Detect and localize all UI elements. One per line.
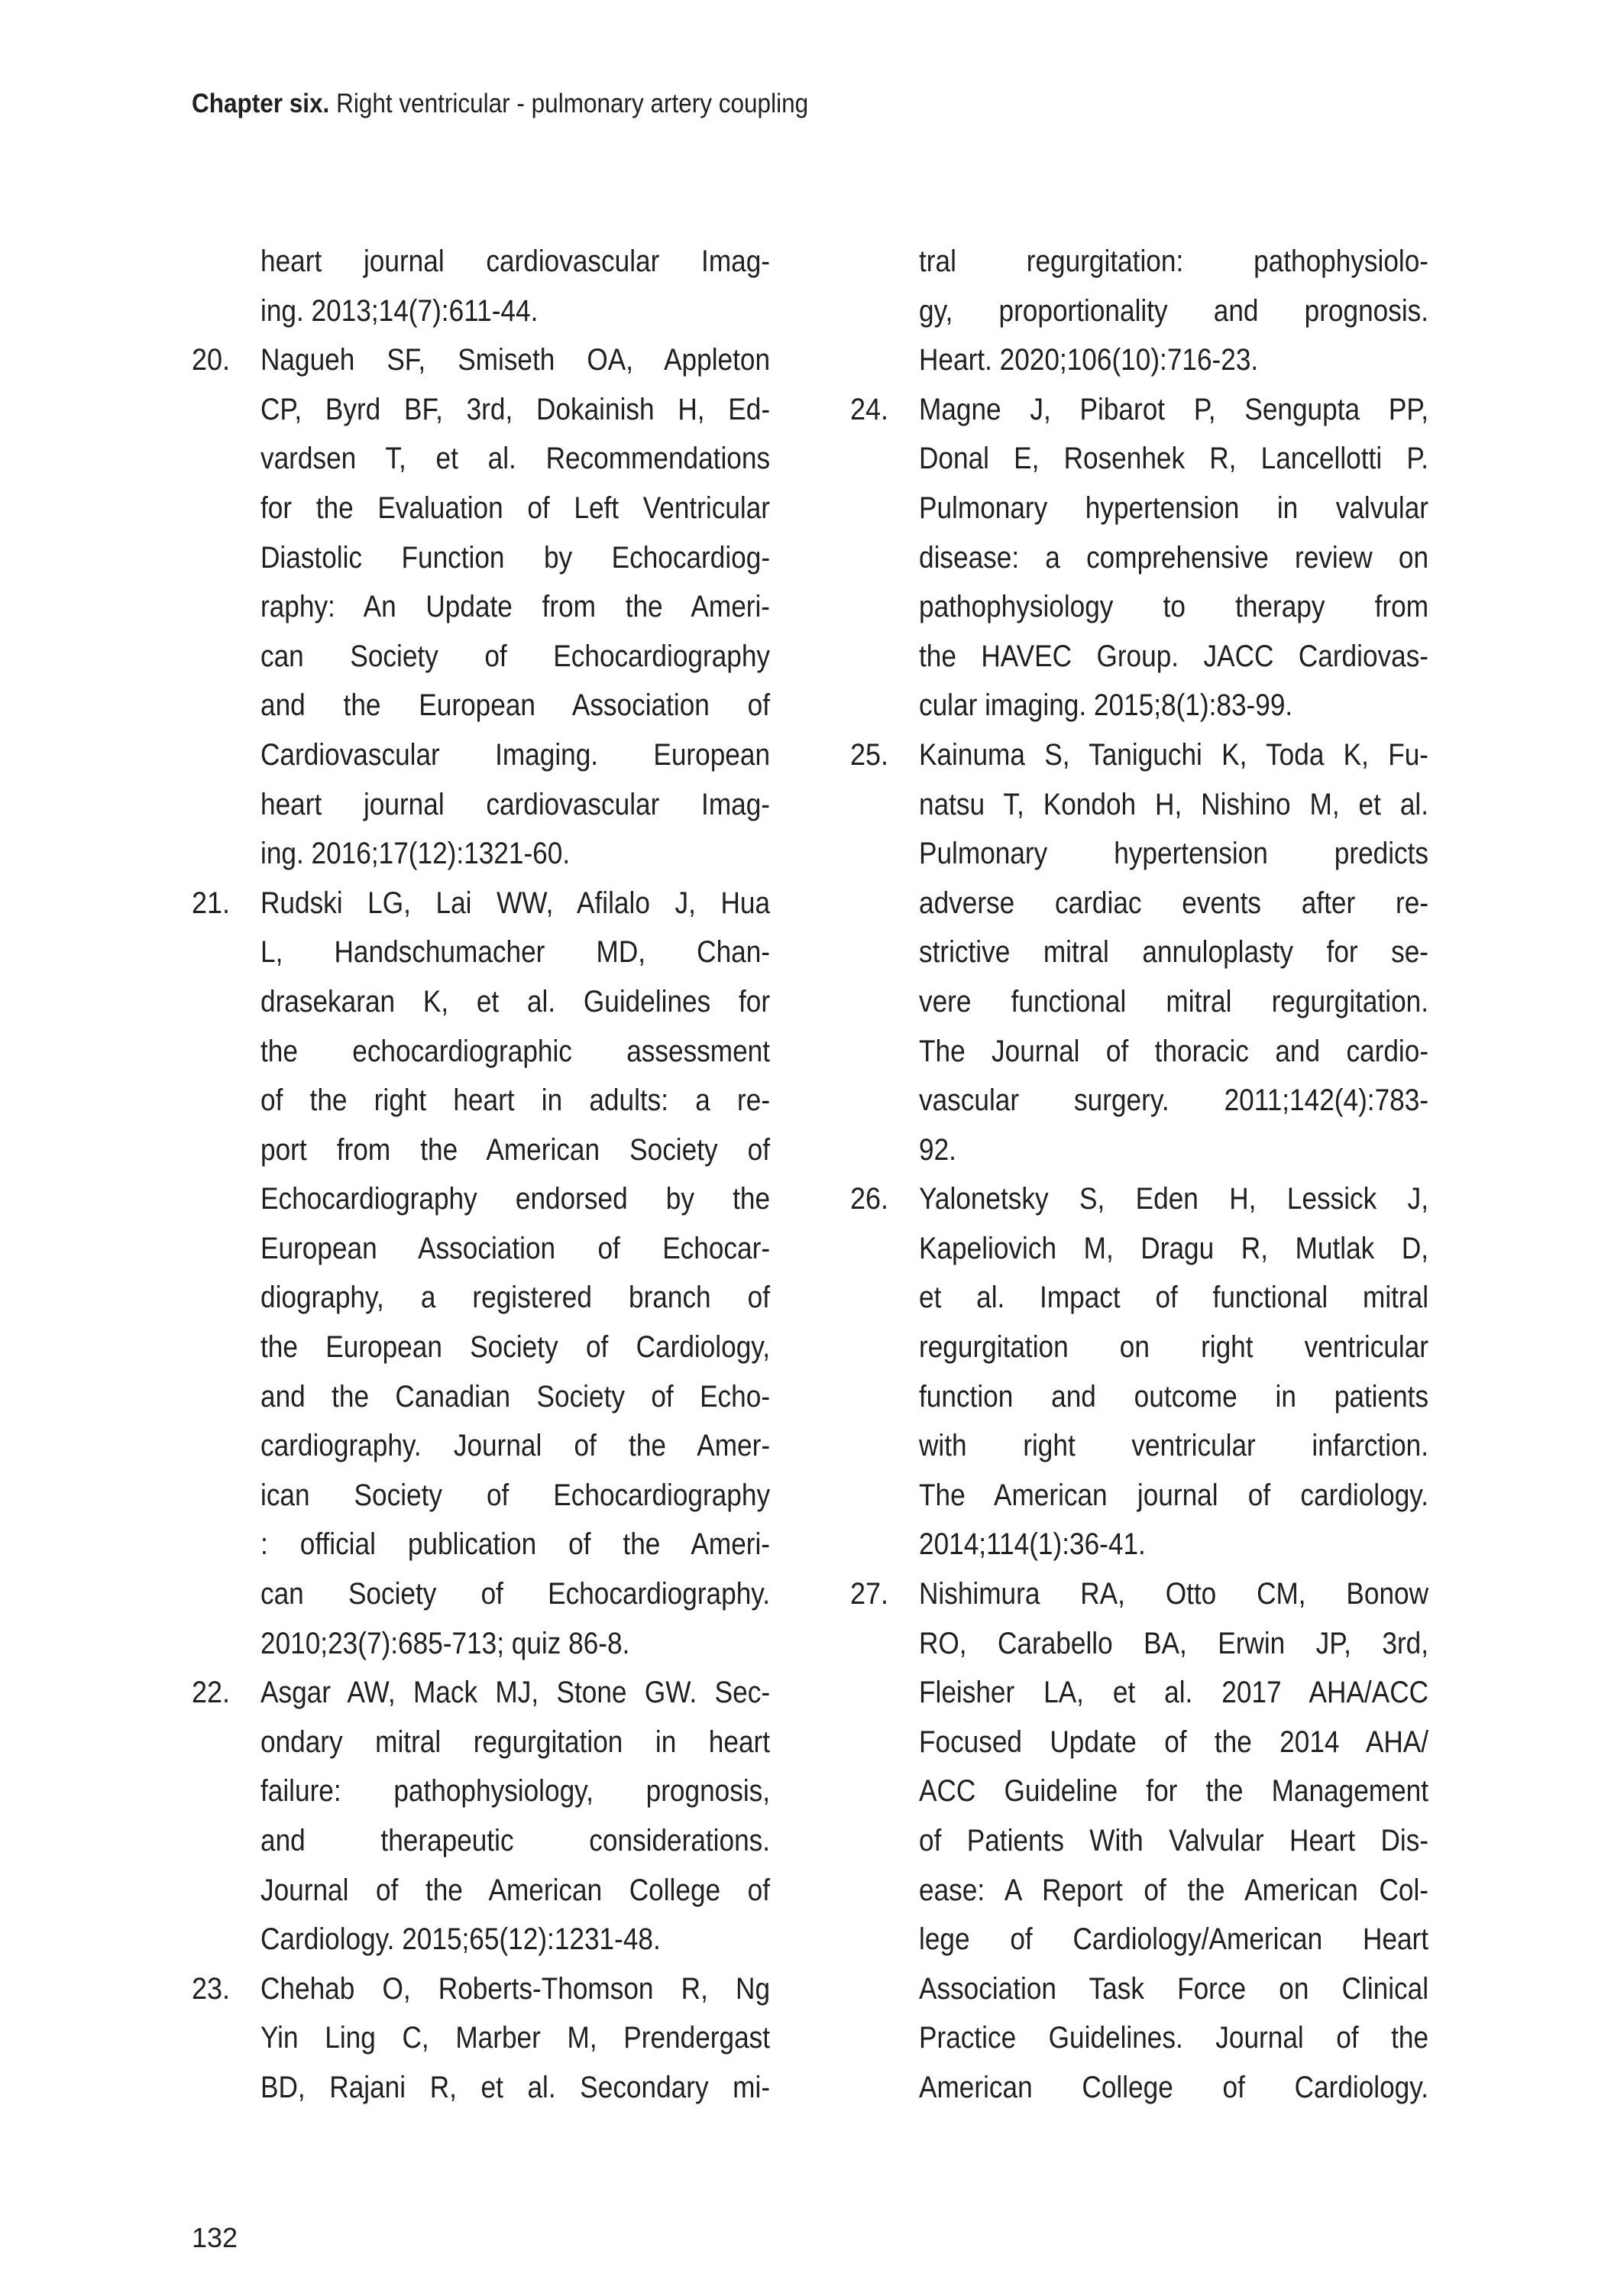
reference-line: the European Society of Cardiology, [260, 1330, 771, 1365]
reference-line: et al. Impact of functional mitral [919, 1281, 1429, 1315]
reference-number: 25. [850, 737, 889, 772]
reference-line: cardiography. Journal of the Amer- [260, 1429, 771, 1463]
reference-line: vascular surgery. 2011;142(4):783- [919, 1083, 1429, 1118]
reference-line: Donal E, Rosenhek R, Lancellotti P. [919, 442, 1429, 476]
reference-line: Practice Guidelines. Journal of the [919, 2021, 1429, 2055]
reference-entry [850, 1569, 1498, 2113]
reference-line: the echocardiographic assessment [260, 1034, 771, 1068]
reference-line: 2014;114(1):36-41. [919, 1527, 1146, 1562]
reference-line: can Society of Echocardiography. [260, 1577, 771, 1611]
reference-number: 27. [850, 1577, 889, 1611]
reference-line: Magne J, Pibarot P, Sengupta PP, [919, 392, 1429, 426]
reference-line: Yalonetsky S, Eden H, Lessick J, [919, 1182, 1429, 1216]
reference-line: RO, Carabello BA, Erwin JP, 3rd, [919, 1626, 1429, 1660]
reference-line: : official publication of the Ameri- [260, 1527, 771, 1562]
reference-line: Kapeliovich M, Dragu R, Mutlak D, [919, 1231, 1429, 1265]
reference-line: Association Task Force on Clinical [919, 1971, 1429, 2006]
reference-line: The Journal of thoracic and cardio- [919, 1034, 1429, 1068]
reference-entry [850, 1174, 1498, 1569]
reference-number: 23. [192, 1971, 231, 2006]
reference-line: Asgar AW, Mack MJ, Stone GW. Sec- [260, 1676, 771, 1710]
reference-line: drasekaran K, et al. Guidelines for [260, 984, 771, 1019]
reference-line: ican Society of Echocardiography [260, 1478, 771, 1512]
running-header [192, 89, 808, 119]
reference-entry [192, 237, 839, 335]
reference-line: cular imaging. 2015;8(1):83-99. [919, 688, 1293, 723]
reference-line: failure: pathophysiology, prognosis, [260, 1774, 771, 1809]
reference-line: port from the American Society of [260, 1132, 771, 1167]
reference-line: Echocardiography endorsed by the [260, 1182, 771, 1216]
reference-line: ease: A Report of the American Col- [919, 1873, 1429, 1907]
reference-number: 22. [192, 1676, 231, 1710]
reference-number: 21. [192, 886, 231, 920]
reference-line: Journal of the American College of [260, 1873, 771, 1907]
reference-line: and the Canadian Society of Echo- [260, 1379, 771, 1414]
reference-line: heart journal cardiovascular Imag- [260, 787, 771, 821]
chapter-label: Chapter six. [192, 89, 330, 118]
reference-entry [192, 335, 839, 879]
reference-line: 92. [919, 1132, 956, 1167]
reference-line: adverse cardiac events after re- [919, 886, 1429, 920]
reference-entry [850, 730, 1498, 1174]
reference-line: regurgitation on right ventricular [919, 1330, 1429, 1365]
reference-column-left [192, 237, 839, 2113]
reference-line: of Patients With Valvular Heart Dis- [919, 1824, 1429, 1857]
reference-line: Cardiovascular Imaging. European [260, 737, 771, 772]
reference-entry [192, 1668, 839, 1964]
reference-line: Kainuma S, Taniguchi K, Toda K, Fu- [919, 737, 1429, 772]
reference-line: and the European Association of [260, 688, 771, 723]
reference-line: diography, a registered branch of [260, 1281, 771, 1315]
reference-line: Pulmonary hypertension in valvular [919, 491, 1429, 525]
reference-line: American College of Cardiology. [919, 2070, 1429, 2104]
reference-line: Diastolic Function by Echocardiog- [260, 540, 771, 575]
reference-number: 26. [850, 1182, 889, 1216]
reference-line: the HAVEC Group. JACC Cardiovas- [919, 639, 1429, 673]
reference-line: Fleisher LA, et al. 2017 AHA/ACC [919, 1676, 1429, 1710]
reference-line: pathophysiology to therapy from [919, 590, 1429, 624]
reference-line: CP, Byrd BF, 3rd, Dokainish H, Ed- [260, 392, 771, 426]
reference-line: European Association of Echocar- [260, 1231, 771, 1265]
reference-line: vere functional mitral regurgitation. [919, 984, 1429, 1019]
reference-entry [850, 237, 1498, 385]
reference-line: Focused Update of the 2014 AHA/ [919, 1725, 1429, 1759]
reference-line: tral regurgitation: pathophysiolo- [919, 245, 1429, 278]
reference-number: 24. [850, 392, 889, 426]
reference-line: and therapeutic considerations. [260, 1824, 771, 1857]
reference-line: Nishimura RA, Otto CM, Bonow [919, 1577, 1429, 1611]
reference-line: strictive mitral annuloplasty for se- [919, 935, 1429, 970]
reference-line: Heart. 2020;106(10):716-23. [919, 343, 1259, 377]
reference-line: ing. 2016;17(12):1321-60. [260, 837, 571, 871]
reference-line: gy, proportionality and prognosis. [919, 293, 1429, 328]
reference-line: ing. 2013;14(7):611-44. [260, 293, 539, 328]
reference-line: Nagueh SF, Smiseth OA, Appleton [260, 343, 771, 377]
reference-line: Rudski LG, Lai WW, Afilalo J, Hua [260, 886, 771, 920]
reference-line: lege of Cardiology/American Heart [919, 1922, 1429, 1957]
reference-line: vardsen T, et al. Recommendations [260, 442, 771, 476]
reference-line: BD, Rajani R, et al. Secondary mi- [260, 2070, 771, 2104]
reference-line: for the Evaluation of Left Ventricular [260, 491, 771, 525]
reference-column-right [850, 237, 1498, 2113]
reference-line: with right ventricular infarction. [919, 1429, 1429, 1463]
reference-line: disease: a comprehensive review on [919, 540, 1429, 575]
reference-entry [850, 385, 1498, 730]
reference-line: Cardiology. 2015;65(12):1231-48. [260, 1922, 661, 1957]
reference-line: Pulmonary hypertension predicts [919, 837, 1429, 871]
reference-line: can Society of Echocardiography [260, 639, 771, 673]
reference-line: natsu T, Kondoh H, Nishino M, et al. [919, 787, 1429, 821]
chapter-title: Right ventricular - pulmonary artery coupling [336, 89, 809, 118]
reference-entry [192, 1964, 839, 2113]
reference-line: 2010;23(7):685-713; quiz 86-8. [260, 1626, 630, 1660]
page-number: 132 [192, 2222, 238, 2253]
reference-line: The American journal of cardiology. [919, 1478, 1429, 1512]
reference-line: ondary mitral regurgitation in heart [260, 1725, 771, 1759]
reference-line: raphy: An Update from the Ameri- [260, 590, 771, 624]
reference-line: function and outcome in patients [919, 1379, 1429, 1414]
reference-number: 20. [192, 343, 231, 377]
reference-line: Yin Ling C, Marber M, Prendergast [260, 2021, 771, 2055]
reference-line: ACC Guideline for the Management [919, 1774, 1429, 1809]
reference-line: heart journal cardiovascular Imag- [260, 245, 771, 278]
reference-line: Chehab O, Roberts-Thomson R, Ng [260, 1971, 771, 2006]
reference-line: L, Handschumacher MD, Chan- [260, 935, 771, 970]
reference-line: of the right heart in adults: a re- [260, 1083, 771, 1118]
reference-entry [192, 879, 839, 1669]
